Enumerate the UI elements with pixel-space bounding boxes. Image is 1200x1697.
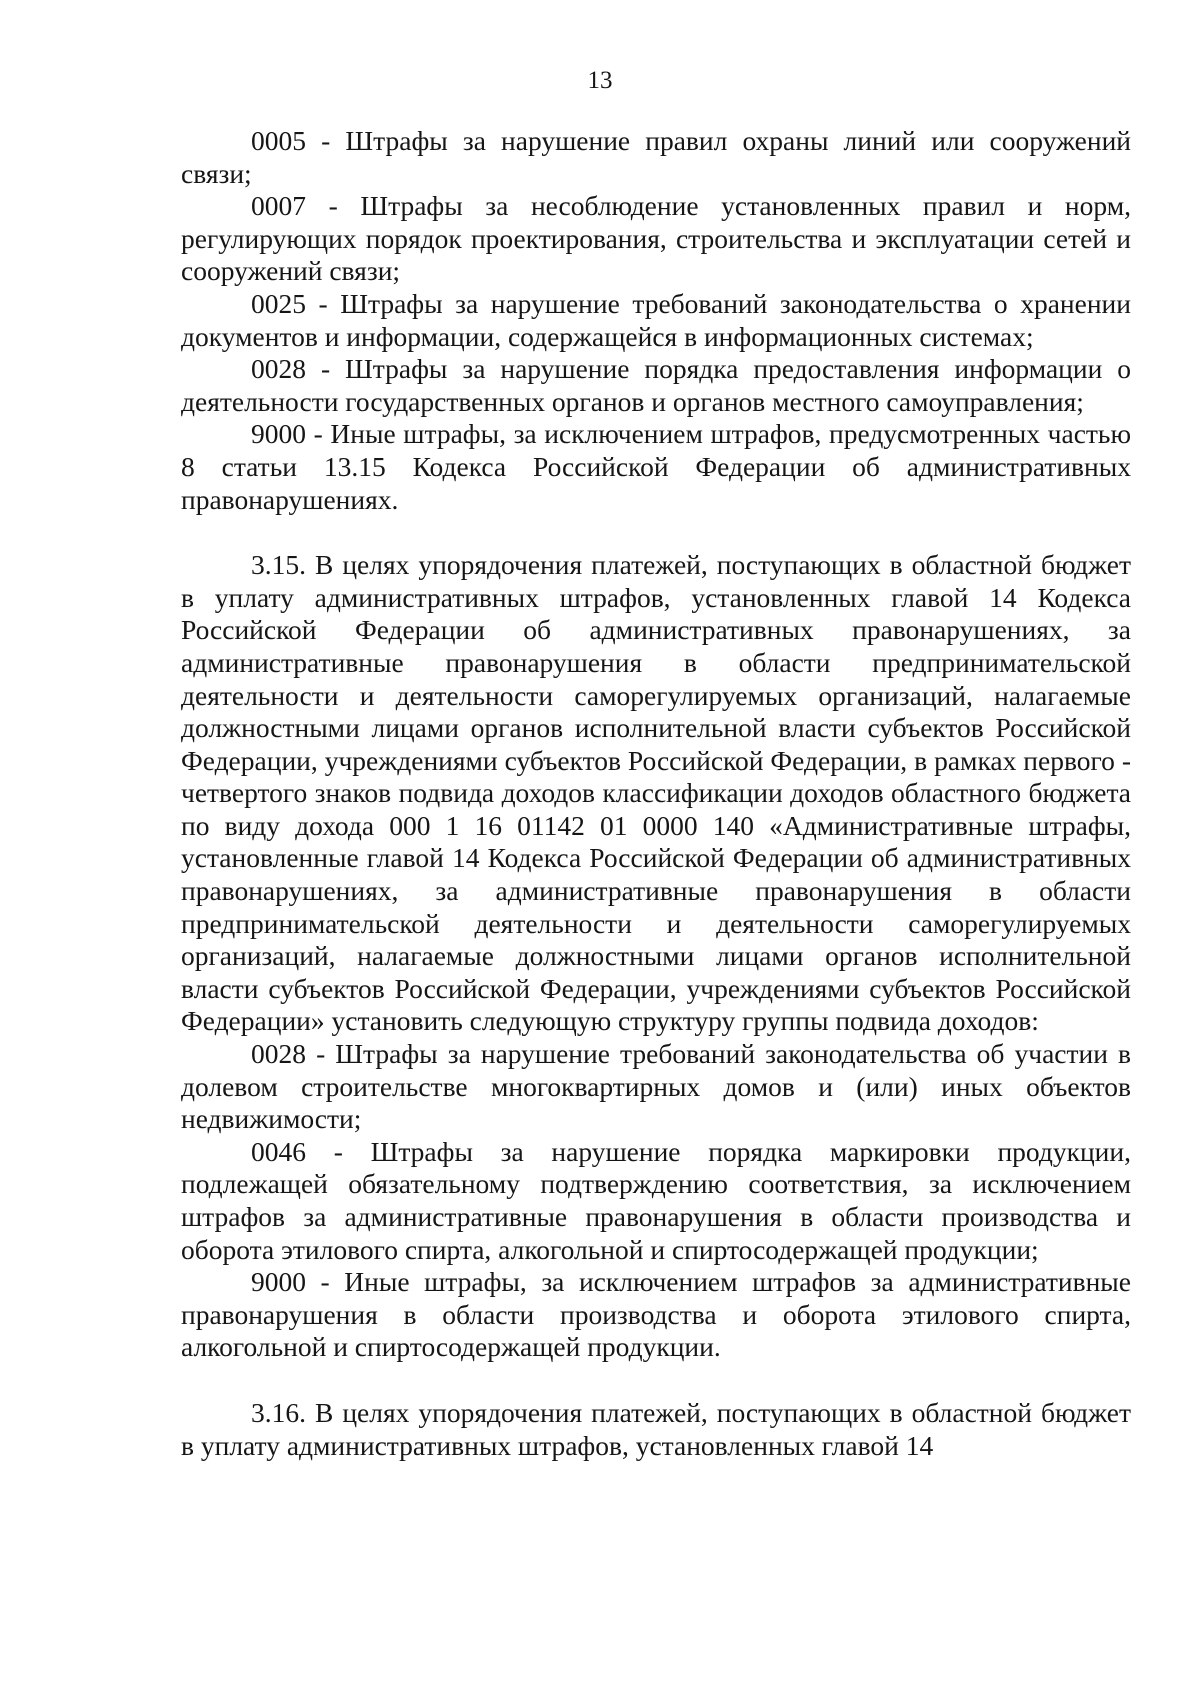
paragraph-code-0028: 0028 - Штрафы за нарушение порядка предоставления информации о деятельности государственных органов и органов местного самоуправления; <box>181 353 1131 417</box>
section-3-15-paragraph: 3.15. В целях упорядочения платежей, поступающих в областной бюджет в уплату административных штрафов, установленных главой 14 Кодекса Российской Федерации об административных правонарушениях, за административные правонарушения в области предпринимательской деятельности и деятельности саморегулируемых организаций, налагаемые должностными лицами органов исполнительной власти субъектов Российской Федерации, учреждениями субъектов Российской Федерации, в рамках первого - четвертого знаков подвида доходов классификации доходов областного бюджета по виду дохода 000 1 16 01142 01 0000 140 «Административные штрафы, установленные главой 14 Кодекса Российской Федерации об административных правонарушениях, за административные правонарушения в области предпринимательской деятельности и деятельности саморегулируемых организаций, налагаемые должностными лицами органов исполнительной власти субъектов Российской Федерации, учреждениями субъектов Российской Федерации» установить следующую структуру группы подвида доходов: <box>181 549 1131 1037</box>
paragraph-code-0046: 0046 - Штрафы за нарушение порядка маркировки продукции, подлежащей обязательному подтверждению соответствия, за исключением штрафов за административные правонарушения в области производства и оборота этилового спирта, алкогольной и спиртосодержащей продукции; <box>181 1135 1131 1265</box>
paragraph-code-0005: 0005 - Штрафы за нарушение правил охраны линий или сооружений связи; <box>181 125 1131 189</box>
paragraph-code-9000-b: 9000 - Иные штрафы, за исключением штрафов за административные правонарушения в области производства и оборота этилового спирта, алкогольной и спиртосодержащей продукции. <box>181 1266 1131 1363</box>
page-number: 13 <box>587 67 613 94</box>
document-body <box>181 125 1131 1462</box>
section-3-16-paragraph: 3.16. В целях упорядочения платежей, поступающих в областной бюджет в уплату административных штрафов, установленных главой 14 <box>181 1396 1131 1461</box>
paragraph-code-0025: 0025 - Штрафы за нарушение требований законодательства о хранении документов и информации, содержащейся в информационных системах; <box>181 287 1131 352</box>
paragraph-code-0007: 0007 - Штрафы за несоблюдение установленных правил и норм, регулирующих порядок проектирования, строительства и эксплуатации сетей и сооружений связи; <box>181 190 1131 287</box>
paragraph-code-9000: 9000 - Иные штрафы, за исключением штрафов, предусмотренных частью 8 статьи 13.15 Кодекса Российской Федерации об административных правонарушениях. <box>181 418 1131 515</box>
paragraph-code-0028-b: 0028 - Штрафы за нарушение требований законодательства об участии в долевом строительстве многоквартирных домов и (или) иных объектов недвижимости; <box>181 1038 1131 1135</box>
